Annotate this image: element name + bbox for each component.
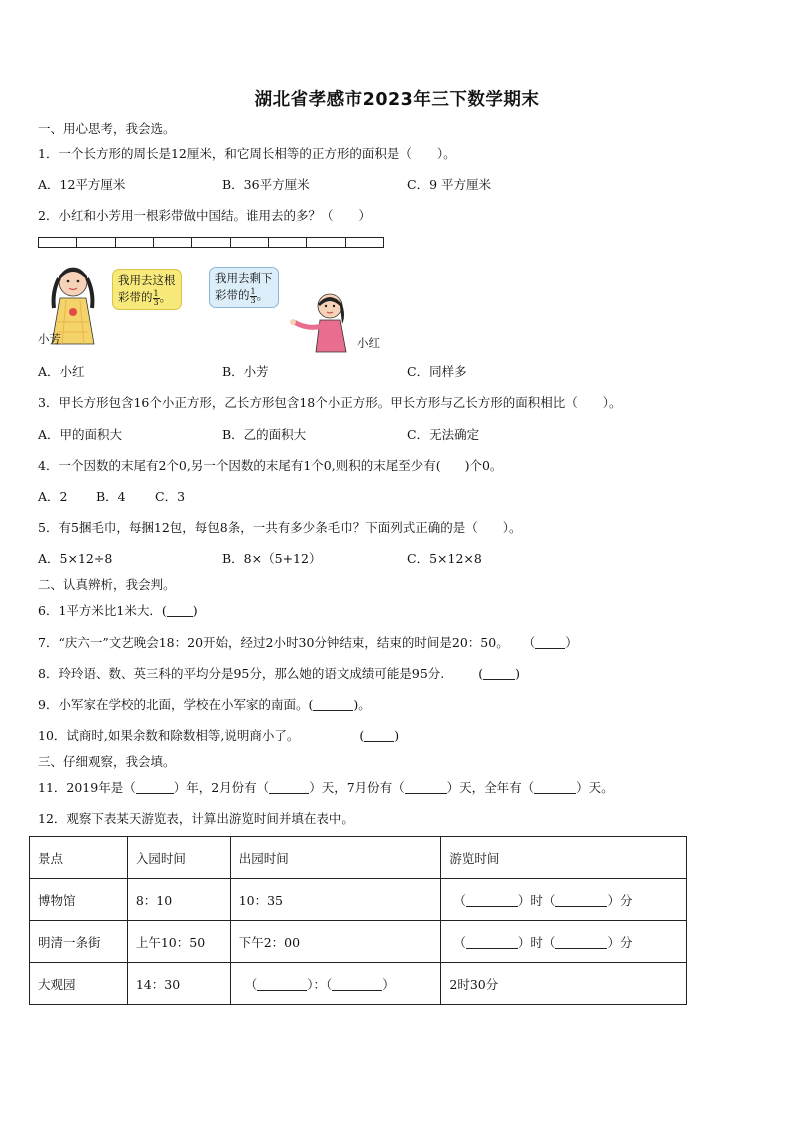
speech-bubble-xiaofang: 我用去这根 彩带的 $\frac{1}{3}$ 。 xyxy=(112,269,182,310)
cell-exit: 10：35 xyxy=(230,879,441,921)
q1-option-b[interactable]: B．36平方厘米 xyxy=(222,177,310,192)
q9-answer-blank[interactable] xyxy=(313,698,353,711)
cell-spot: 博物馆 xyxy=(30,879,128,921)
section-1-heading: 一、用心思考，我会选。 xyxy=(38,121,176,136)
q2-option-b[interactable]: B．小芳 xyxy=(222,364,269,379)
cell-entry: 8：10 xyxy=(127,879,230,921)
q1-option-a[interactable]: A．12平方厘米 xyxy=(38,177,126,192)
table-row xyxy=(30,963,687,1005)
cell-duration-blank: （ ）时（ ）分 xyxy=(441,879,687,921)
page-title: 湖北省孝感市2023年三下数学期末 xyxy=(254,90,540,110)
q11-blank-jul-days[interactable] xyxy=(405,781,447,794)
minutes-blank[interactable] xyxy=(555,936,607,949)
question-8: 8．玲玲语、数、英三科的平均分是95分，那么她的语文成绩可能是95分. ( ) xyxy=(38,666,521,681)
question-3: 3．甲长方形包含16个小正方形，乙长方形包含18个小正方形。甲长方形与乙长方形的面积相比（ ）。 xyxy=(38,395,622,410)
cell-spot: 大观园 xyxy=(30,963,128,1005)
name-xiaohong: 小红 xyxy=(357,336,380,350)
q4-option-b[interactable]: B．4 xyxy=(96,489,126,504)
table-header-row xyxy=(30,837,687,879)
q4-option-c[interactable]: C．3 xyxy=(155,489,186,504)
q4-option-a[interactable]: A．2 xyxy=(38,489,68,504)
cell-exit-blank: （ ）：（ ） xyxy=(230,963,441,1005)
hours-blank[interactable] xyxy=(466,894,518,907)
q5-option-c[interactable]: C．5×12×8 xyxy=(407,551,482,566)
question-11: 11．2019年是（ ）年，2月份有（ ）天，7月份有（ ）天，全年有（ ）天。 xyxy=(38,780,614,795)
minutes-blank[interactable] xyxy=(555,894,607,907)
cell-duration: 2时30分 xyxy=(441,963,687,1005)
cell-spot: 明清一条街 xyxy=(30,921,128,963)
question-12: 12．观察下表某天游览表，计算出游览时间并填在表中。 xyxy=(38,811,354,826)
ribbon-diagram xyxy=(38,237,384,248)
question-2: 2．小红和小芳用一根彩带做中国结。谁用去的多？（ ） xyxy=(38,208,371,223)
name-xiaofang: 小芳 xyxy=(38,332,61,346)
q10-answer-blank[interactable] xyxy=(364,729,394,742)
question-5: 5．有5捆毛巾，每捆12包，每包8条，一共有多少条毛巾？下面列式正确的是（ ）。 xyxy=(38,520,522,535)
speech-bubble-xiaohong: 我用去剩下 彩带的 $\frac{1}{3}$ 。 xyxy=(209,267,279,308)
cell-duration-blank: （ ）时（ ）分 xyxy=(441,921,687,963)
q8-answer-blank[interactable] xyxy=(483,667,515,680)
question-7: 7．“庆六一”文艺晚会18：20开始，经过2小时30分钟结束，结束的时间是20：50。 （ ） xyxy=(38,635,578,650)
hours-blank[interactable] xyxy=(466,936,518,949)
question-10: 10．试商时,如果余数和除数相等,说明商小了。 ( ) xyxy=(38,728,400,743)
header-entry-time: 入园时间 xyxy=(127,837,230,879)
question-1: 1．一个长方形的周长是12厘米，和它周长相等的正方形的面积是（ ）。 xyxy=(38,146,456,161)
header-visit-duration: 游览时间 xyxy=(441,837,687,879)
q7-answer-blank[interactable] xyxy=(535,636,565,649)
cell-exit: 下午2：00 xyxy=(230,921,441,963)
table-row xyxy=(30,879,687,921)
header-scenic-spot: 景点 xyxy=(30,837,128,879)
q11-blank-year-type[interactable] xyxy=(136,781,174,794)
cell-entry: 上午10：50 xyxy=(127,921,230,963)
exit-minute-blank[interactable] xyxy=(332,978,382,991)
q2-option-c[interactable]: C．同样多 xyxy=(407,364,467,379)
question-4: 4．一个因数的末尾有2个0,另一个因数的末尾有1个0,则积的末尾至少有( )个0。 xyxy=(38,458,503,473)
q1-option-c[interactable]: C．9 平方厘米 xyxy=(407,177,491,192)
cell-entry: 14：30 xyxy=(127,963,230,1005)
q2-option-a[interactable]: A．小红 xyxy=(38,364,85,379)
q5-option-b[interactable]: B．8×（5+12） xyxy=(222,551,322,566)
q3-option-b[interactable]: B．乙的面积大 xyxy=(222,427,307,442)
question-9: 9．小军家在学校的北面，学校在小军家的南面。( )。 xyxy=(38,697,371,712)
q3-option-a[interactable]: A．甲的面积大 xyxy=(38,427,123,442)
q11-blank-year-days[interactable] xyxy=(534,781,576,794)
q3-option-c[interactable]: C．无法确定 xyxy=(407,427,480,442)
table-row xyxy=(30,921,687,963)
section-3-heading: 三、仔细观察，我会填。 xyxy=(38,754,176,769)
question-6: 6．1平方米比1米大．( ) xyxy=(38,603,198,618)
header-exit-time: 出园时间 xyxy=(230,837,441,879)
exit-hour-blank[interactable] xyxy=(257,978,307,991)
q5-option-a[interactable]: A．5×12÷8 xyxy=(38,551,113,566)
q6-answer-blank[interactable] xyxy=(167,604,193,617)
q11-blank-feb-days[interactable] xyxy=(269,781,309,794)
tour-time-table xyxy=(29,836,687,1005)
girl-xiaohong-illustration xyxy=(288,290,354,354)
section-2-heading: 二、认真辨析，我会判。 xyxy=(38,577,176,592)
